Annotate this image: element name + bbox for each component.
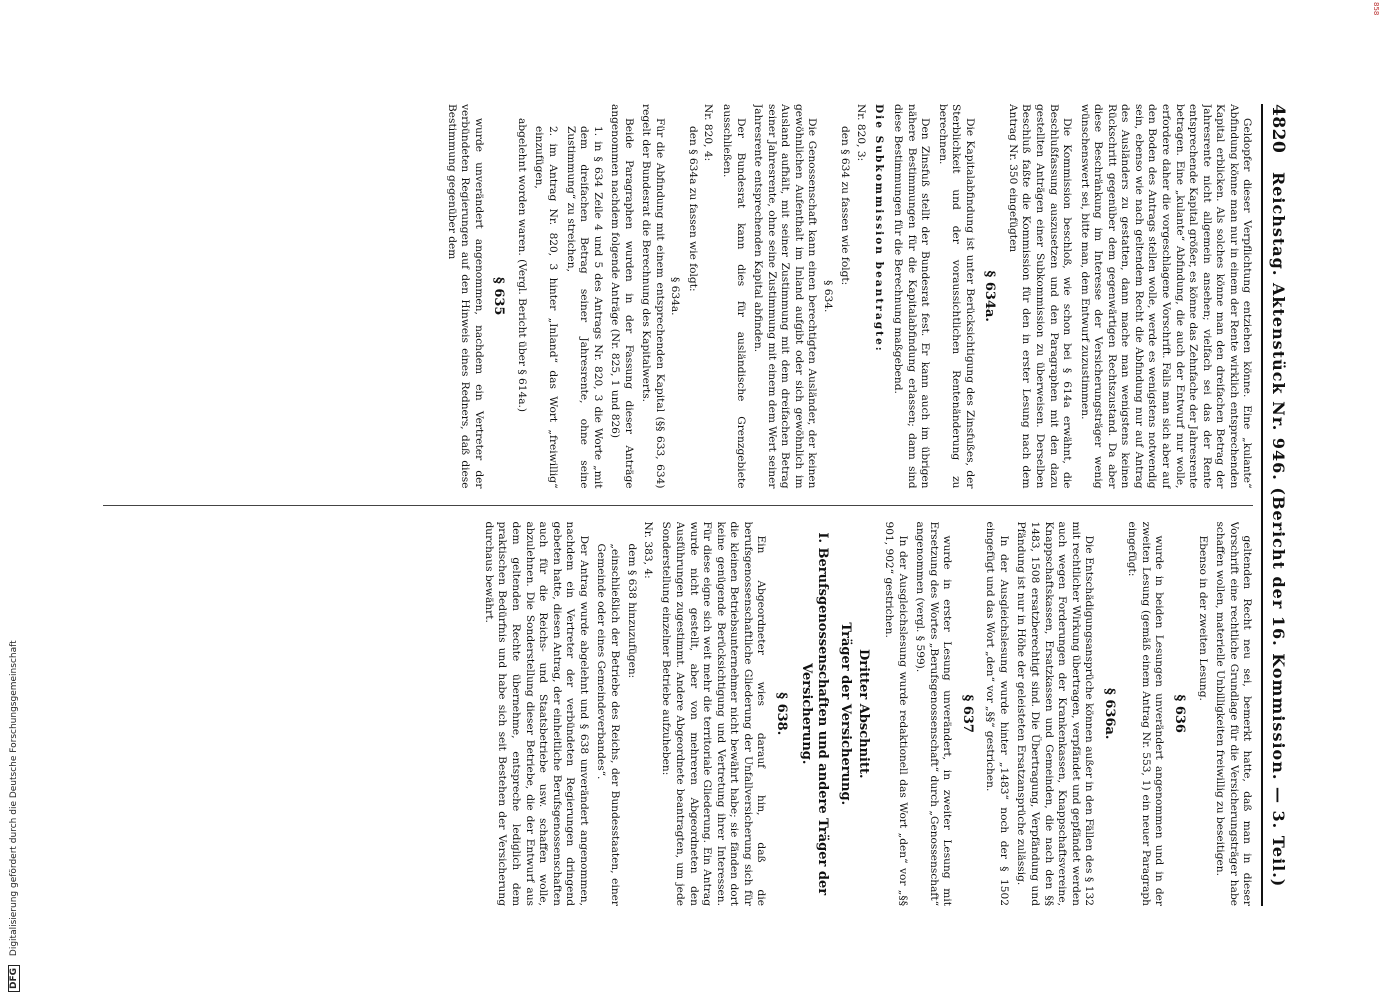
- paragraph: dem § 638 hinzuzufügen:: [626, 543, 639, 679]
- page-header: [1261, 104, 1288, 906]
- paragraph: Die Genossenschaft kann einen berechtigten Ausländer, der keinen gewöhnlichen Aufenthalt im Inland aufgibt oder sich gewöhnlich im Ausland aufhält, mit seiner Zustimmung mit dem dreifachen Betrag seiner Jahresrente, ohne seine Zustimmung mit einem dem Wert seiner Jahresrente entsprechenden Kapital abfinden.: [752, 104, 819, 489]
- part-title: Träger der Versicherung.: [837, 622, 853, 806]
- column-divider: [103, 505, 1253, 506]
- paragraph: den § 634a zu fassen wie folgt:: [686, 126, 699, 292]
- paragraph: Der Bundesrat kann dies für ausländische Grenzgebiete ausschließen.: [721, 104, 747, 489]
- section-number: § 634.: [821, 280, 834, 313]
- funding-note-text: Digitalisierung gefördert durch die Deutsche Forschungsgemeinschaft: [9, 640, 19, 957]
- section-heading: § 636: [1172, 694, 1188, 733]
- page-id: 858: [1372, 2, 1380, 16]
- scanned-page: [88, 90, 1300, 920]
- page-title: Reichstag. Aktenstück Nr. 946. (Bericht der 16. Kommission. — 3. Teil.): [1269, 171, 1288, 888]
- paragraph: Für die Abfindung mit einem entsprechenden Kapital (§§ 633, 634) regelt der Bundesrat die Berechnung des Kapitalwerts.: [640, 104, 666, 489]
- paragraph: Ein Abgeordneter wies darauf hin, daß die berufsgenossenschaftliche Gliederung der Unfallversicherung sich für die kleinen Betriebsunternehmer nicht bewährt habe; sie fänden dort keine genügende Berücksichtigung und Vertretung ihrer Interessen. Für diese eigne sich weit mehr die territoriale Gliederung. Ein Antrag wurde nicht gestellt, aber von mehreren Abgeordneten den Ausführungen zugestimmt. Andere Abgeordnete beantragten, um jede Sonderstellung einzelner Betriebe aufzuheben:: [660, 521, 768, 906]
- motion-reference: Nr. 383, 4:: [641, 521, 654, 579]
- text-columns: [103, 104, 1253, 906]
- quoted-amendment: „einschließlich der Betriebe des Reichs, der Bundesstaaten, einer Gemeinde oder eines Gemeindeverbandes“.: [595, 543, 621, 906]
- motion-reference: Nr. 820, 3:: [854, 104, 867, 162]
- dfg-logo: DFG: [8, 965, 20, 992]
- paragraph: Die Kommission beschloß, wie schon bei § 614a erwähnt, die Beschlußfassung auszusetzen und den Paragraphen mit den dazu gestellten Anträgen einer Subkommission zu überweisen. Derselben Beschluß faßte die Kommission für den in erster Lesung nach dem Antrag Nr. 350 eingefügten: [1006, 104, 1074, 489]
- subcommission-label: Die Subkommission beantragte:: [873, 104, 886, 353]
- list-item: 1. in § 634 Zeile 4 und 5 des Antrags Nr. 820, 3 die Worte „mit dem dreifachen Betrag seiner Jahresrente, ohne seine Zustimmung“ zu streichen,: [564, 126, 604, 489]
- section-heading: § 638.: [773, 692, 789, 736]
- section-number: § 634a.: [669, 276, 682, 316]
- section-heading: § 636a.: [1101, 688, 1117, 740]
- paragraph: In der Ausgleichslesung wurde hinter „1483“ noch der § 1502 eingefügt und das Wort „den“ vor „§§“ gestrichen.: [984, 521, 1010, 906]
- section-heading: § 634a.: [982, 270, 998, 322]
- paragraph: den § 634 zu fassen wie folgt:: [839, 126, 852, 286]
- paragraph: Geldopfer dieser Verpflichtung entziehen könne. Eine „kulante“ Abfindung könne man nur in einem der Rente wirklich entsprechenden Kapital erblicken. Als solches könne man den dreifachen Betrag der Jahresrente nicht allgemein ansehen; vielfach sei das der Rente entsprechende Kapital größer, es könne das Zehnfache der Jahresrente betragen. Eine „kulante“ Abfindung, die auch der Entwurf nur wolle, erfordere daher die vorgeschlagene Vorschrift. Falls man sich aber auf den Boden des Antrags stellen wolle, werde es wenigstens notwendig sein, ebenso wie nach geltendem Recht die Abfindung nur auf Antrag des Ausländers zu gestatten, dann mache man wenigstens keinen Rückschritt gegenüber dem gegenwärtigen Rechtszustand. Da aber diese Beschränkung im Interesse der Versicherungsträger wenig wünschenswert sei, bitte man, dem Entwurf zuzustimmen.: [1078, 104, 1254, 489]
- paragraph: Ebenso in der zweiten Lesung.: [1196, 535, 1209, 701]
- section-heading: § 637: [959, 694, 975, 733]
- subsection-title: I. Berufsgenossenschaften und andere Träger der Versicherung.: [798, 532, 831, 896]
- paragraph: Den Zinsfuß stellt der Bundesrat fest. Er kann auch im übrigen nähere Bestimmungen für die Kapitalabfindung erlassen; dann sind diese Bestimmungen für die Berechnung maßgebend.: [892, 104, 932, 489]
- part-heading: Dritter Abschnitt.: [856, 648, 872, 779]
- page-number: 4820: [1268, 104, 1288, 154]
- motion-reference: Nr. 820, 4:: [702, 104, 715, 162]
- paragraph: Beide Paragraphen wurden in der Fassung dieser Anträge angenommen nachdem folgende Anträge (Nr. 825, 1 und 826): [609, 104, 635, 489]
- paragraph: wurde in beiden Lesungen unverändert angenommen und in der zweiten Lesung (gemäß einem Antrag Nr. 553, 1) ein neuer Paragraph eingefügt:: [1126, 521, 1166, 906]
- paragraph: In der Ausgleichslesung wurde redaktionell das Wort „den“ vor „§§ 901, 902“ gestrichen.: [882, 521, 909, 906]
- funding-note: [6, 7, 20, 992]
- paragraph: wurde unverändert angenommen, nachdem ein Vertreter der verbündeten Regierungen auf den Hinweis eines Redners, daß diese Bestimmung gegenüber dem: [445, 104, 485, 489]
- paragraph: Der Antrag wurde abgelehnt und § 638 unverändert angenommen, nachdem ein Vertreter der verbündeten Regierungen dringend gebeten hatte, diesen Antrag, der einheitliche Berufsgenossenschaften auch für die Reichs- und Staatsbetriebe usw. schaffen wolle, abzulehnen. Die Sonderstellung dieser Betriebe, die der Entwurf aus dem geltenden Rechte übernehme, entspreche lediglich dem praktischen Bedürfnis und habe sich seit Bestehen der Versicherung durchaus bewährt.: [482, 521, 590, 906]
- paragraph: abgelehnt worden waren. (Vergl. Bericht über § 614a.): [515, 118, 528, 413]
- right-column: [103, 522, 1253, 907]
- left-column: [103, 104, 1253, 489]
- paragraph: Die Kapitalabfindung ist unter Berücksichtigung des Zinsfußes, der Sterblichkeit und der voraussichtlichen Rentenänderung zu berechnen.: [936, 104, 976, 489]
- list-item: 2. im Antrag Nr. 820, 3 hinter „Inland“ das Wort „freiwillig“ einzufügen,: [533, 126, 560, 489]
- paragraph: wurde in erster Lesung unverändert, in zweiter Lesung mit Ersetzung des Wortes „Berufsgenossenschaft“ durch „Genossenschaft“ angenommen (vergl. § 599).: [914, 521, 954, 906]
- paragraph: Die Entschädigungsansprüche können außer in den Fällen des § 132 mit rechtlicher Wirkung übertragen, verpfändet und gepfändet werden auch wegen Forderungen der Krankenkassen, Knappschaftsvereine, Knappschaftskassen, Ersatzkassen und Gemeinden, die nach den §§ 1483, 1508 ersatzberechtigt sind. Die Übertragung, Verpfändung und Pfändung ist nur in Höhe der geleisteten Ersatzansprüche zulässig.: [1015, 521, 1096, 906]
- section-heading: § 635: [491, 277, 507, 316]
- paragraph: geltenden Recht neu sei, bemerkt hatte, daß man in dieser Vorschrift eine rechtliche Grundlage für die Versicherungsträger habe schaffen wollen, materielle Unbilligkeiten freiwillig zu beseitigen.: [1214, 521, 1254, 906]
- document-page: [88, 90, 1300, 920]
